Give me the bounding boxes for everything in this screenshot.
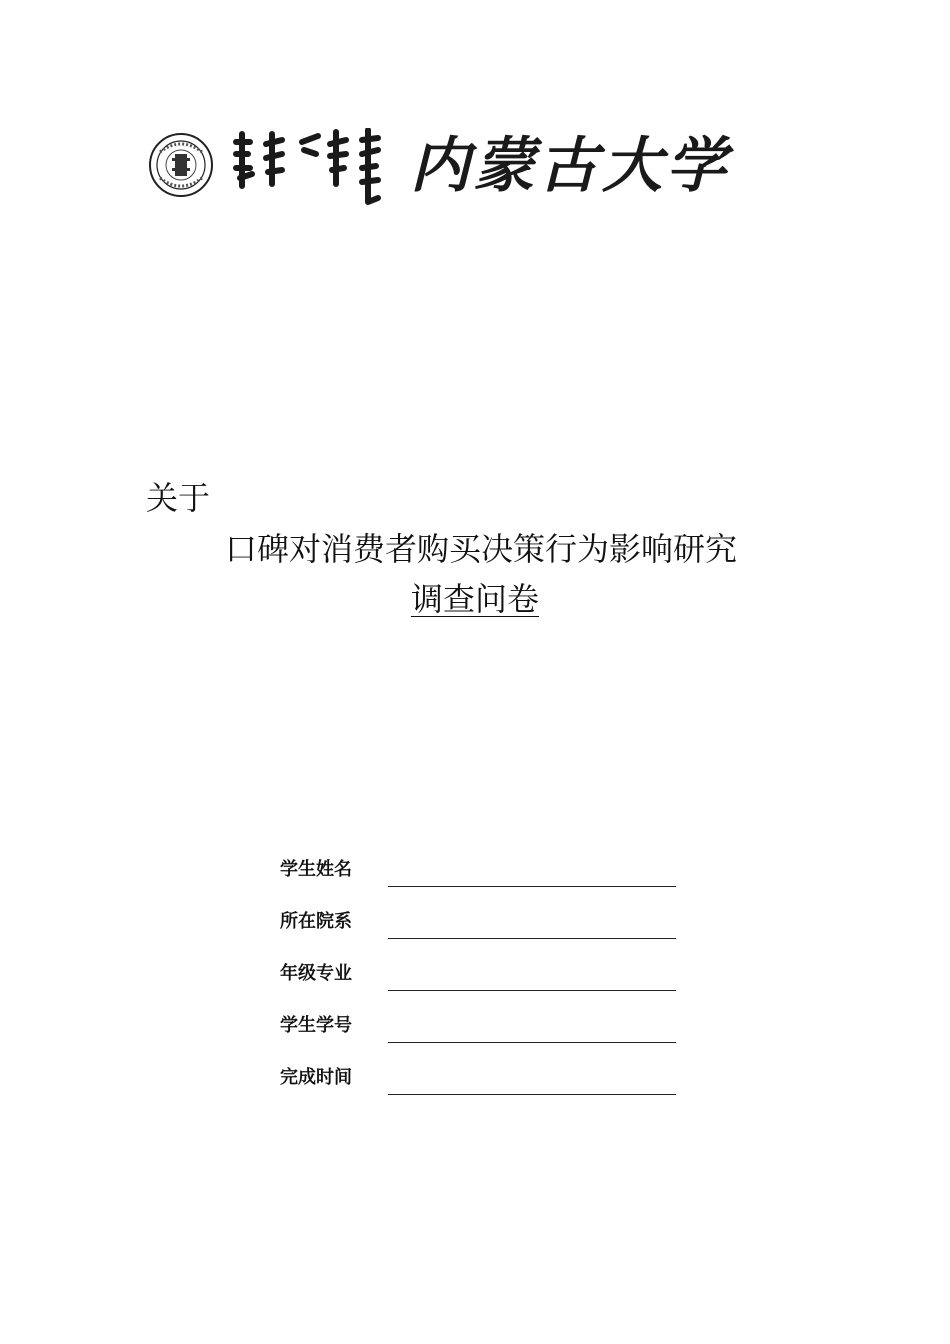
student-name-field[interactable] bbox=[388, 886, 676, 887]
form-row-student-id bbox=[280, 1008, 680, 1060]
university-name: 内蒙古大学 bbox=[410, 131, 730, 201]
document-subtitle-text: 调查问卷 bbox=[410, 580, 539, 618]
mongolian-script-logo-icon bbox=[232, 128, 392, 208]
form-label: 学生学号 bbox=[280, 1015, 352, 1036]
form-label: 年级专业 bbox=[280, 963, 352, 984]
department-field[interactable] bbox=[388, 938, 676, 939]
form-row-department bbox=[280, 904, 680, 956]
document-title: 口碑对消费者购买决策行为影响研究 bbox=[224, 530, 737, 568]
document-subtitle bbox=[0, 578, 950, 620]
form-label: 所在院系 bbox=[280, 911, 352, 932]
form-label: 学生姓名 bbox=[280, 859, 352, 880]
completion-time-field[interactable] bbox=[388, 1094, 676, 1095]
form-row-completion-time bbox=[280, 1060, 680, 1112]
grade-major-field[interactable] bbox=[388, 990, 676, 991]
form-row-student-name bbox=[280, 852, 680, 904]
form-label: 完成时间 bbox=[280, 1067, 352, 1088]
student-id-field[interactable] bbox=[388, 1042, 676, 1043]
title-prefix: 关于 bbox=[146, 479, 211, 517]
student-info-form bbox=[280, 852, 680, 1112]
university-seal-icon bbox=[148, 132, 214, 198]
form-row-grade-major bbox=[280, 956, 680, 1008]
university-logo bbox=[148, 128, 730, 208]
